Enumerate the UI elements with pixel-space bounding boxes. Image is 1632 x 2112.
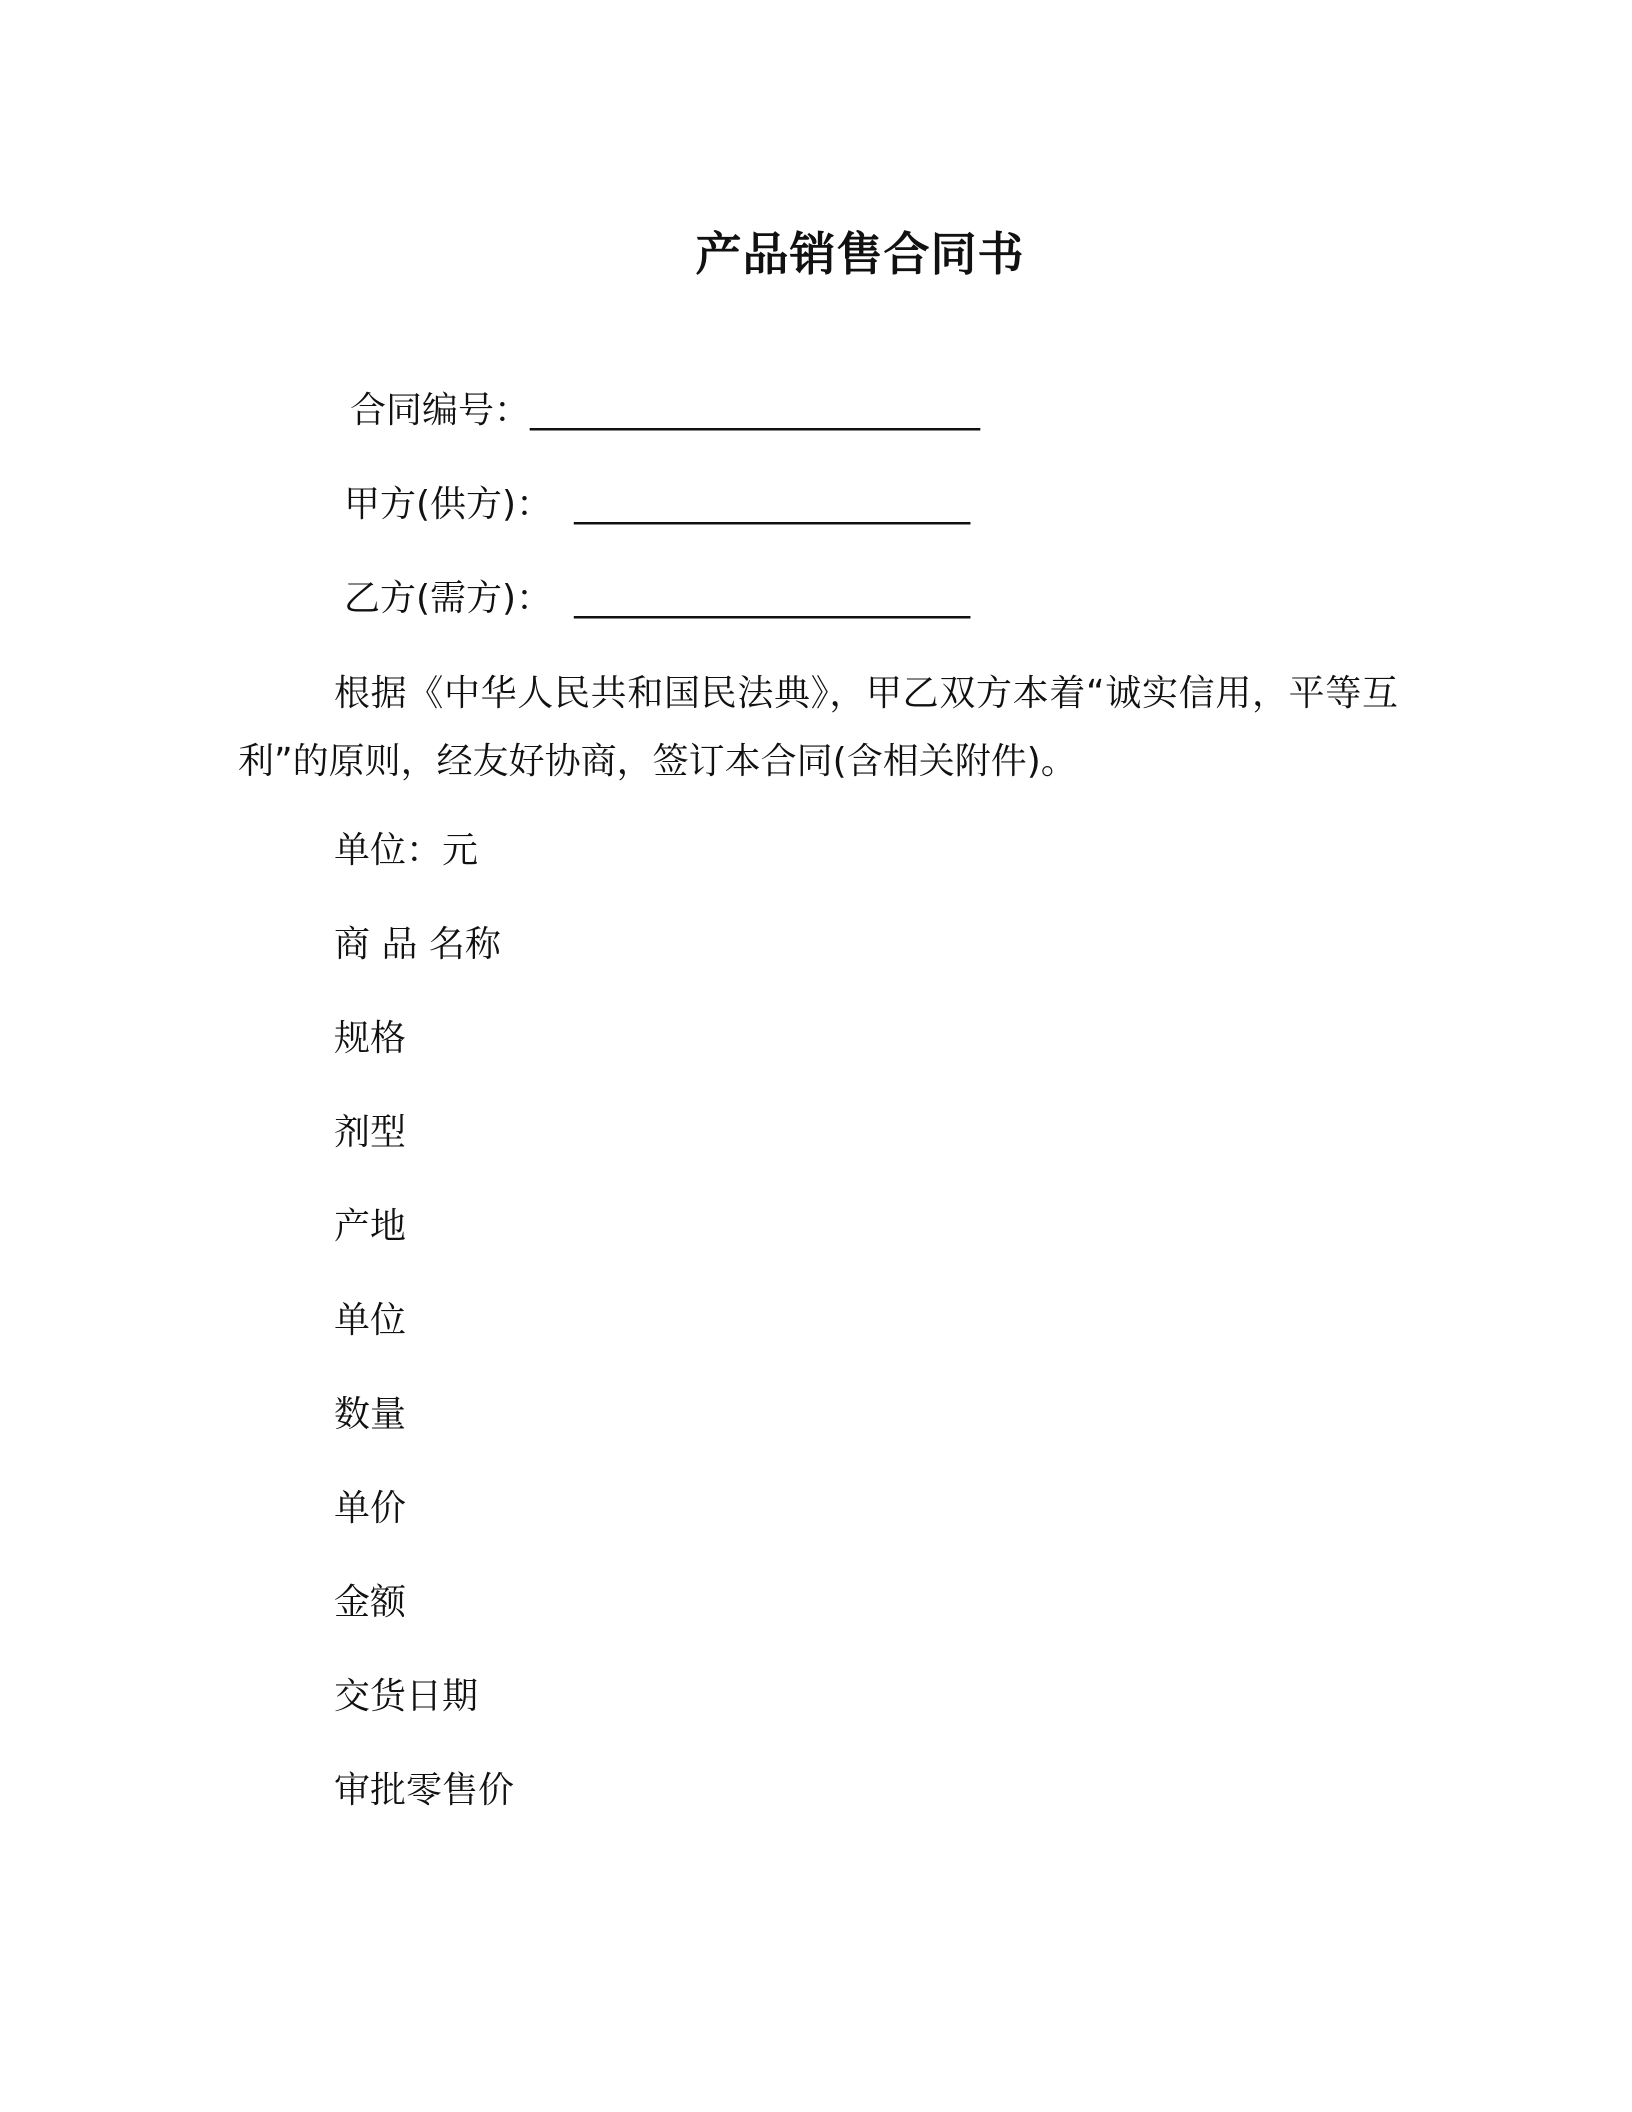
list-item: 规格 xyxy=(334,1018,407,1059)
intro-paragraph: 根据《中华人民共和国民法典》，甲乙双方本着“诚实信用，平等互利”的原则，经友好协商，签订本合同(含相关附件)。 xyxy=(238,673,1398,782)
contract-number-field xyxy=(350,382,980,433)
list-item: 金额 xyxy=(334,1582,407,1623)
list-item: 单价 xyxy=(334,1488,407,1529)
list-item: 剂型 xyxy=(334,1112,407,1153)
list-item: 交货日期 xyxy=(334,1676,479,1717)
document-title: 产品销售合同书 xyxy=(695,227,1025,281)
unit-line: 单位：元 xyxy=(334,830,479,871)
party-b-field xyxy=(344,570,970,621)
list-item: 单位 xyxy=(334,1300,407,1341)
list-item: 产地 xyxy=(334,1206,407,1247)
party-b-blank: ______________________ xyxy=(574,578,971,619)
contract-number-blank: _________________________ xyxy=(530,390,981,431)
list-item: 审批零售价 xyxy=(334,1770,515,1811)
list-item: 数量 xyxy=(334,1394,407,1435)
contract-number-label: 合同编号： xyxy=(350,390,531,431)
party-a-label: 甲方(供方)： xyxy=(344,484,553,525)
list-item: 商 品 名称 xyxy=(334,924,501,965)
party-a-field xyxy=(344,476,970,527)
party-b-label: 乙方(需方)： xyxy=(344,578,553,619)
party-a-blank: ______________________ xyxy=(574,484,971,525)
